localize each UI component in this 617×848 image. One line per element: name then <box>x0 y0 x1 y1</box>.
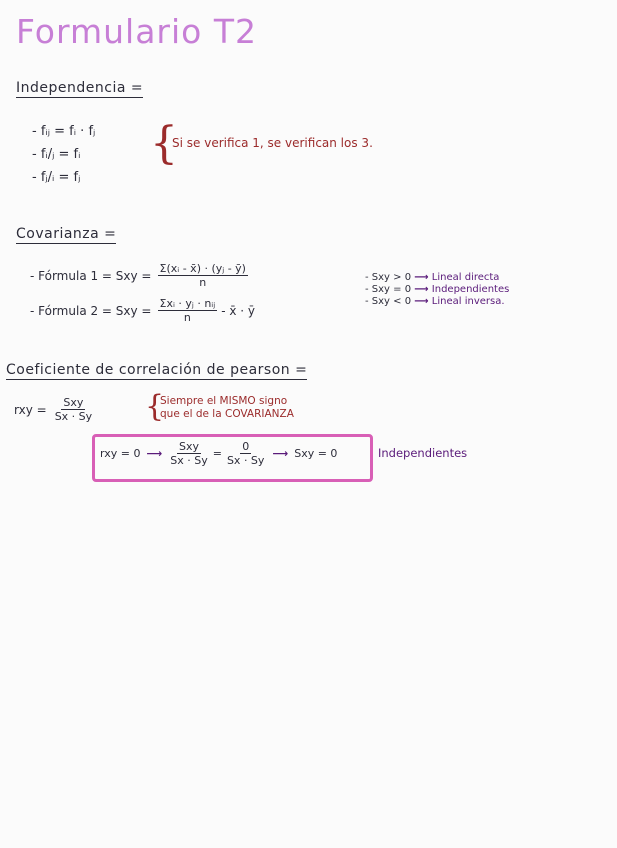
pearson-formula <box>14 396 94 423</box>
arrow-right-icon: ⟶ <box>272 447 289 460</box>
sign-result: Independientes <box>431 284 510 295</box>
sign-condition: - Sxy > 0 <box>365 272 412 283</box>
box-fraction-1 <box>168 440 209 467</box>
section-heading-covarianza: Covarianza = <box>16 226 117 242</box>
brace-icon: { <box>145 389 165 424</box>
independencia-item-3: - fⱼ/ᵢ = fⱼ <box>32 170 81 185</box>
pearson-fraction <box>53 396 94 423</box>
pearson-lhs: rxy = <box>14 402 47 417</box>
pearson-note-line-1: Siempre el MISMO signo <box>160 395 288 407</box>
arrow-right-icon: ⟶ <box>414 284 429 295</box>
box-lhs: rxy = 0 <box>100 447 141 460</box>
page-title: Formulario T2 <box>16 12 258 51</box>
pearson-denominator: Sx · Sy <box>54 410 93 423</box>
arrow-right-icon: ⟶ <box>414 272 429 283</box>
formula-2-denominator: n <box>183 311 191 324</box>
sign-condition: - Sxy = 0 <box>365 284 412 295</box>
box-numerator-2: 0 <box>242 440 250 453</box>
box-equals: = <box>212 447 222 460</box>
independencia-item-1: - fᵢⱼ = fᵢ · fⱼ <box>32 124 96 139</box>
covariance-sign-list <box>365 272 509 308</box>
box-fraction-2 <box>225 440 266 467</box>
formula-2-fraction <box>158 297 218 324</box>
sign-row <box>365 272 509 284</box>
arrow-right-icon: ⟶ <box>414 296 429 307</box>
sign-result: Lineal directa <box>431 272 500 283</box>
formula-2-tail: - x̄ · ȳ <box>221 303 255 318</box>
formula-1-numerator: Σ(xᵢ - x̄) · (yⱼ - ȳ) <box>159 262 246 275</box>
sign-row <box>365 284 509 296</box>
pearson-numerator: Sxy <box>63 396 84 409</box>
formula-2 <box>30 297 255 324</box>
box-denominator-2: Sx · Sy <box>226 454 265 467</box>
formula-1 <box>30 262 248 289</box>
boxed-formula <box>100 440 337 467</box>
formula-2-label: - Fórmula 2 = Sxy = <box>30 303 152 318</box>
formula-2-numerator: Σxᵢ · yⱼ · nᵢⱼ <box>159 297 216 310</box>
section-heading-pearson: Coeficiente de correlación de pearson = <box>6 362 308 378</box>
formula-1-fraction <box>158 262 248 289</box>
independencia-note: Si se verifica 1, se verifican los 3. <box>172 136 373 150</box>
formula-1-label: - Fórmula 1 = Sxy = <box>30 268 152 283</box>
box-note: Independientes <box>378 446 468 460</box>
sign-result: Lineal inversa. <box>431 296 505 307</box>
box-numerator-1: Sxy <box>178 440 199 453</box>
box-denominator-1: Sx · Sy <box>170 454 208 467</box>
brace-icon: { <box>150 118 178 169</box>
section-heading-independencia: Independencia = <box>16 80 144 96</box>
sign-condition: - Sxy < 0 <box>365 296 412 307</box>
independencia-item-2: - fᵢ/ⱼ = fᵢ <box>32 147 81 162</box>
pearson-note-line-2: que el de la COVARIANZA <box>160 408 294 420</box>
box-rhs: Sxy = 0 <box>294 447 338 460</box>
pearson-note <box>160 395 294 421</box>
arrow-right-icon: ⟶ <box>146 447 163 460</box>
formula-1-denominator: n <box>199 276 207 289</box>
sign-row <box>365 296 509 308</box>
